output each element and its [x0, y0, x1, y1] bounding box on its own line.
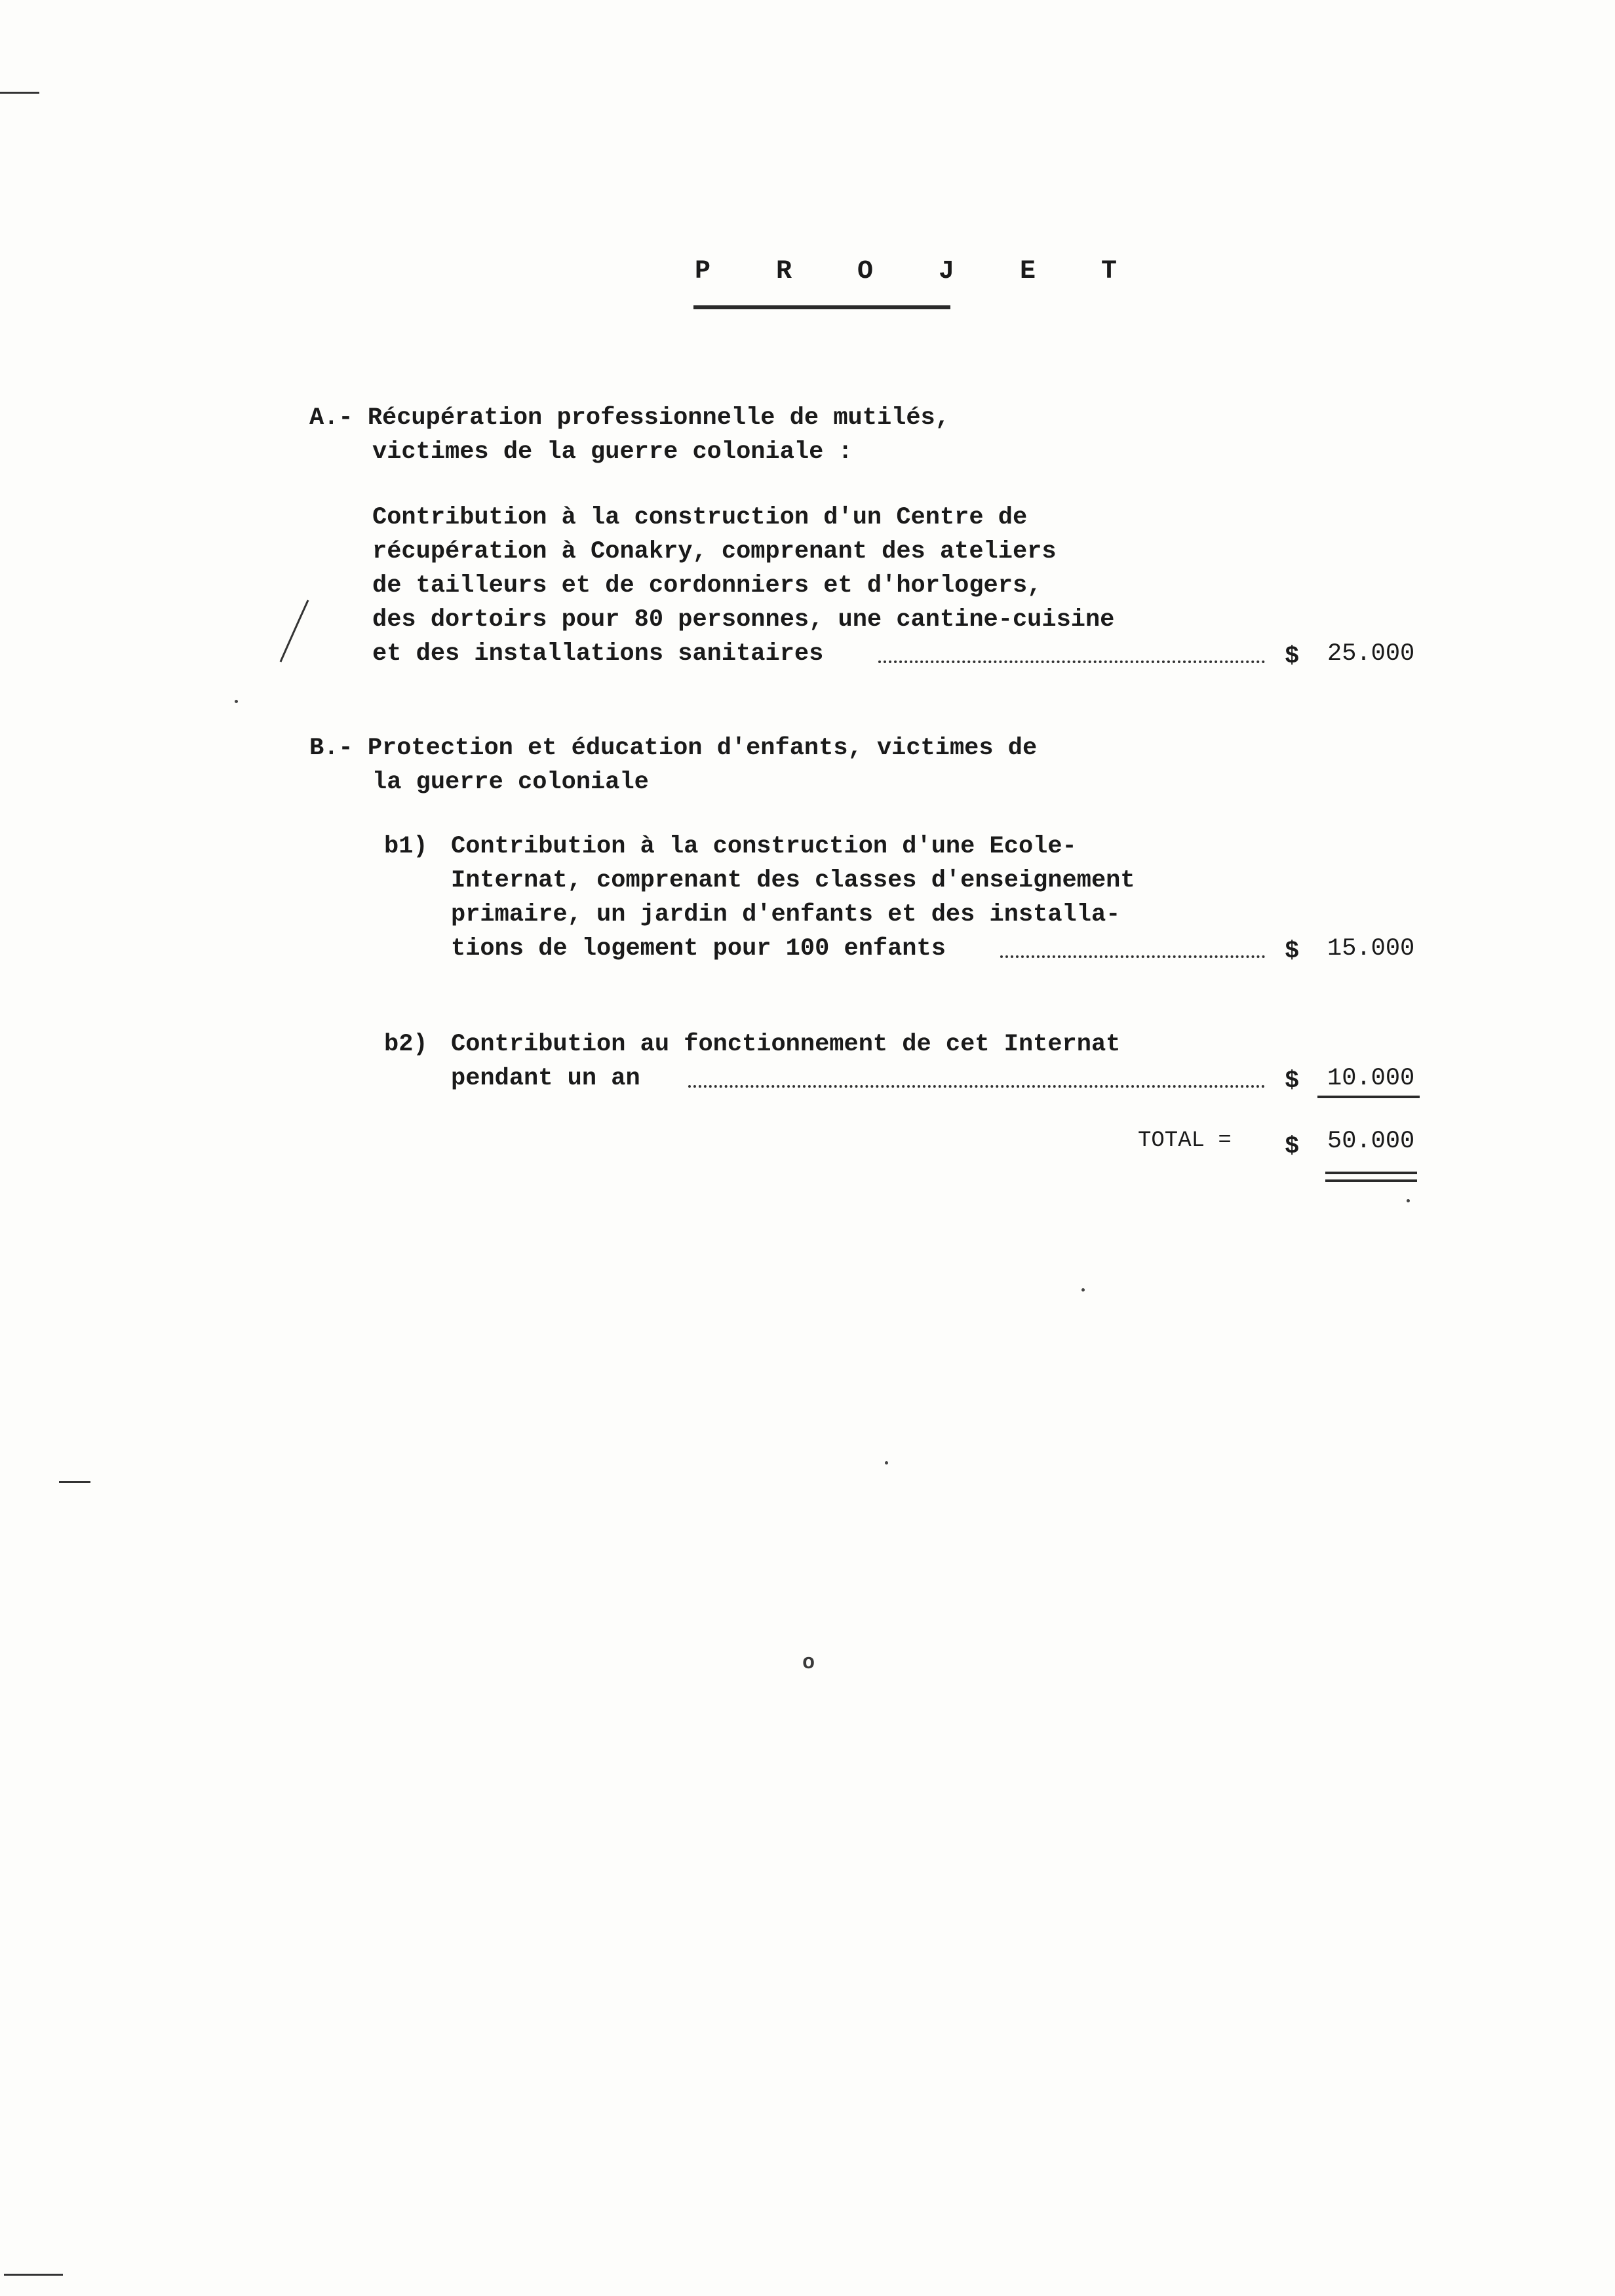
total-amount: 50.000 [1327, 1128, 1415, 1155]
b2-leader-dots [688, 1085, 1265, 1088]
title-underline [693, 305, 950, 309]
section-b-heading-line2: la guerre coloniale [372, 769, 649, 796]
b1-label: b1) [384, 833, 428, 860]
b1-line4: tions de logement pour 100 enfants [451, 935, 946, 963]
section-a-body-line1: Contribution à la construction d'un Centre de [372, 504, 1028, 531]
section-a-leader-dots [878, 660, 1265, 663]
margin-pencil-mark [275, 596, 315, 668]
total-label: TOTAL = [1138, 1128, 1232, 1153]
b2-line1: Contribution au fonctionnement de cet Internat [451, 1031, 1121, 1058]
scan-speck [885, 1461, 888, 1464]
subtotal-underline [1317, 1096, 1420, 1098]
b2-amount: 10.000 [1327, 1065, 1415, 1092]
b1-currency: $ [1285, 938, 1300, 965]
section-a-heading-line2: victimes de la guerre coloniale : [372, 438, 853, 466]
total-double-underline-bottom [1325, 1179, 1417, 1182]
b2-currency: $ [1285, 1067, 1300, 1095]
section-a-heading-line1: A.- Récupération professionnelle de mutilés, [309, 404, 950, 432]
b1-line2: Internat, comprenant des classes d'enseignement [451, 867, 1135, 894]
b1-amount: 15.000 [1327, 935, 1415, 963]
total-currency: $ [1285, 1133, 1300, 1160]
b2-label: b2) [384, 1031, 428, 1058]
b1-line1: Contribution à la construction d'une Ecole- [451, 833, 1077, 860]
scan-speck [1407, 1199, 1410, 1202]
scan-artifact-bottom-left [4, 2274, 63, 2276]
scan-speck [1081, 1288, 1085, 1292]
scan-artifact-top-left [0, 92, 39, 94]
section-a-body-line4: des dortoirs pour 80 personnes, une cantine-cuisine [372, 606, 1115, 634]
b1-line3: primaire, un jardin d'enfants et des installa- [451, 901, 1121, 928]
section-b-heading-line1: B.- Protection et éducation d'enfants, victimes de [309, 735, 1038, 762]
section-a-body-line2: récupération à Conakry, comprenant des ateliers [372, 538, 1057, 565]
section-a-body-line5: et des installations sanitaires [372, 640, 824, 668]
document-title: P R O J E T [695, 257, 1142, 286]
section-a-body-line3: de tailleurs et de cordonniers et d'horlogers, [372, 572, 1042, 600]
total-double-underline-top [1325, 1172, 1417, 1174]
b2-line2: pendant un an [451, 1065, 640, 1092]
scan-artifact-left [59, 1481, 90, 1483]
footer-mark: o [802, 1651, 815, 1675]
section-a-amount: 25.000 [1327, 640, 1415, 668]
scan-speck [235, 700, 238, 703]
b1-leader-dots [1000, 955, 1265, 958]
section-a-currency: $ [1285, 643, 1300, 670]
